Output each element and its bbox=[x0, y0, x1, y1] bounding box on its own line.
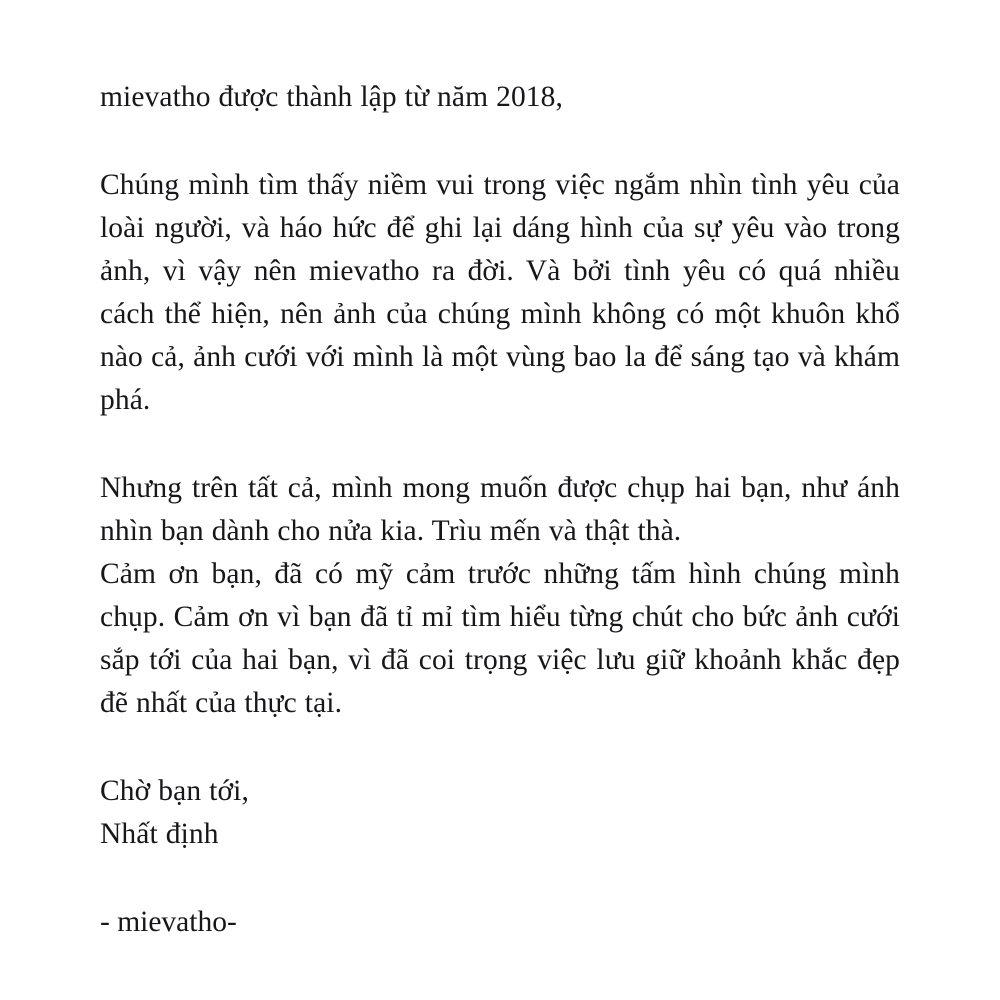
letter-closing-line-2: Nhất định bbox=[100, 818, 219, 850]
letter-signature: - mievatho- bbox=[100, 906, 237, 938]
letter-paragraph-intent: Nhưng trên tất cả, mình mong muốn được chụp hai bạn, như ánh nhìn bạn dành cho nửa kia. Trìu mến và thật thà. bbox=[100, 472, 900, 547]
letter-paragraph-origin-story: Chúng mình tìm thấy niềm vui trong việc ngắm nhìn tình yêu của loài người, và háo hức để ghi lại dáng hình của sự yêu vào trong ảnh, vì vậy nên mievatho ra đời. Và bởi tình yêu có quá nhiều cách thể hiện, nên ảnh của chúng mình không có một khuôn khổ nào cả, ảnh cưới với mình là một vùng bao la để sáng tạo và khám phá. bbox=[100, 169, 900, 416]
letter-paragraph-thanks: Cảm ơn bạn, đã có mỹ cảm trước những tấm hình chúng mình chụp. Cảm ơn vì bạn đã tỉ mỉ tìm hiểu từng chút cho bức ảnh cưới sắp tới của hai bạn, vì đã coi trọng việc lưu giữ khoảnh khắc đẹp đẽ nhất của thực tại. bbox=[100, 558, 900, 719]
letter-closing-line-1: Chờ bạn tới, bbox=[100, 775, 249, 807]
letter-body bbox=[100, 76, 900, 944]
letter-opening-line: mievatho được thành lập từ năm 2018, bbox=[100, 81, 563, 113]
